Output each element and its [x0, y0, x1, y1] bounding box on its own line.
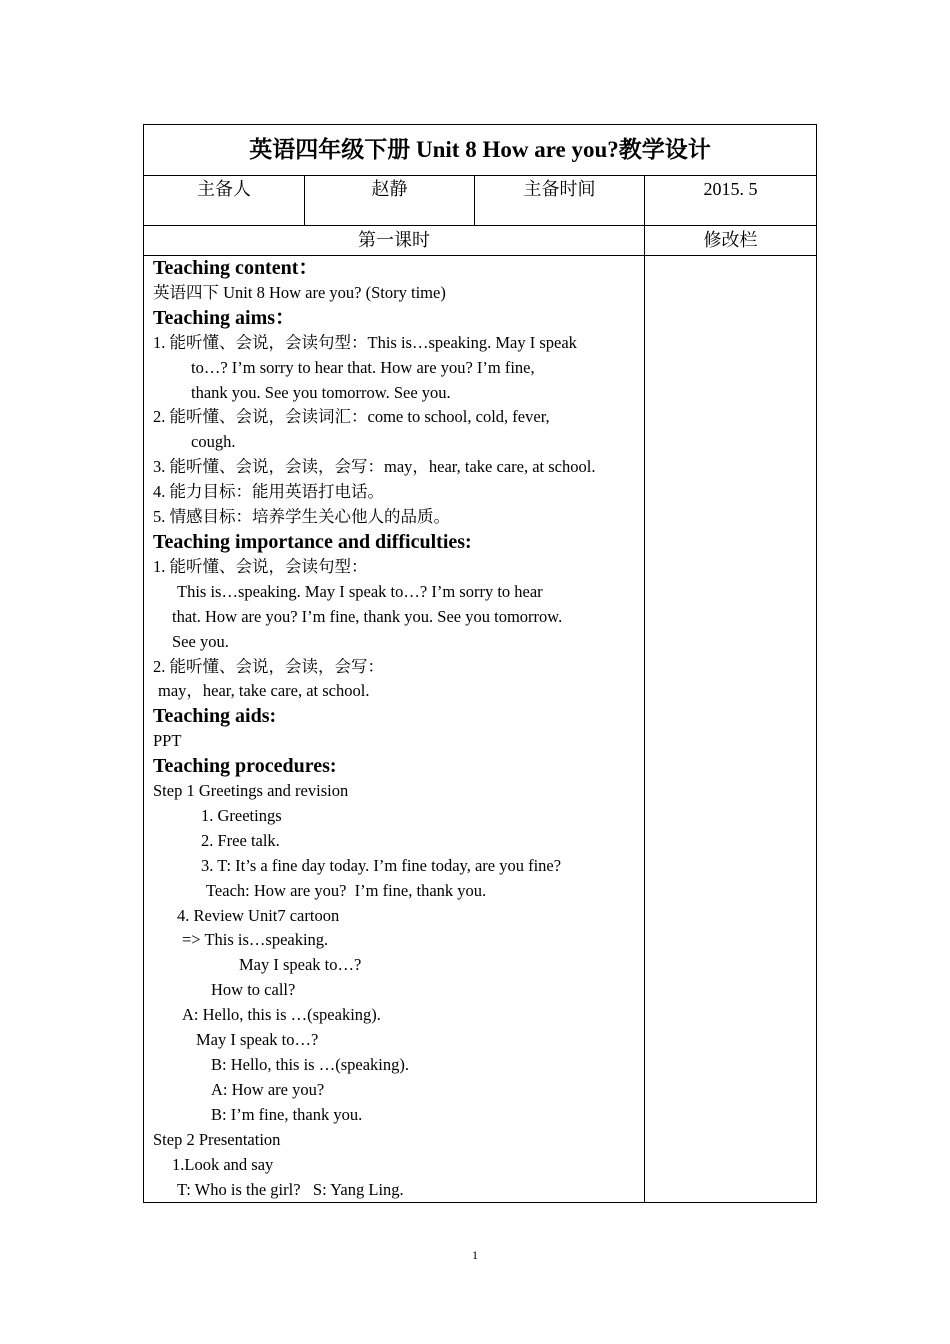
content-line: A: How are you?	[211, 1079, 325, 1099]
lesson-content	[153, 256, 644, 1202]
lesson-plan-table	[143, 124, 817, 1203]
content-line: to…? I’m sorry to hear that. How are you? I’m fine,	[191, 357, 535, 377]
prep-time-label: 主备时间	[475, 176, 645, 226]
prep-time-value: 2015. 5	[645, 176, 817, 226]
content-line: cough.	[191, 432, 236, 452]
content-line: May I speak to…?	[239, 955, 362, 975]
revision-column	[645, 256, 817, 1203]
content-line: 4. 能力目标：能用英语打电话。	[153, 482, 384, 502]
content-line: 英语四下 Unit 8 How are you? (Story time)	[153, 282, 446, 302]
content-line: 2. 能听懂、会说，会读词汇：come to school, cold, fever,	[153, 407, 550, 427]
preparer-label: 主备人	[144, 176, 305, 226]
content-line: 5. 情感目标：培养学生关心他人的品质。	[153, 507, 450, 527]
preparer-name: 赵静	[305, 176, 475, 226]
section-heading: Teaching importance and difficulties:	[153, 530, 472, 553]
content-line: How to call?	[211, 980, 296, 1000]
content-line: 1.Look and say	[172, 1154, 274, 1174]
content-line: 1. 能听懂、会说，会读句型：	[153, 556, 368, 576]
content-line: PPT	[153, 731, 182, 751]
page-number: 1	[472, 1248, 478, 1262]
content-line: B: Hello, this is …(speaking).	[211, 1055, 409, 1074]
content-line: See you.	[172, 631, 229, 651]
section-heading: Teaching procedures:	[153, 755, 337, 778]
content-line: 1. Greetings	[201, 805, 282, 825]
content-line: Teach: How are you? I’m fine, thank you.	[206, 880, 487, 900]
content-line: 2. 能听懂、会说，会读，会写：	[153, 656, 384, 676]
content-line: thank you. See you tomorrow. See you.	[191, 382, 451, 402]
content-line: B: I’m fine, thank you.	[211, 1104, 363, 1124]
content-line: 4. Review Unit7 cartoon	[177, 905, 340, 925]
content-line: May I speak to…?	[196, 1030, 319, 1050]
content-line: => This is…speaking.	[182, 930, 329, 950]
document-title: 英语四年级下册 Unit 8 How are you?教学设计	[144, 125, 817, 176]
revision-column-header: 修改栏	[645, 226, 817, 256]
lesson-plan-document	[143, 124, 816, 1203]
content-line: A: Hello, this is …(speaking).	[182, 1005, 381, 1025]
content-line: Step 1 Greetings and revision	[153, 781, 349, 801]
content-line: T: Who is the girl? S: Yang Ling.	[177, 1179, 404, 1199]
content-line: This is…speaking. May I speak to…? I’m sorry to hear	[177, 581, 543, 601]
content-line: 1. 能听懂、会说，会读句型：This is…speaking. May I speak	[153, 332, 577, 352]
section-heading: Teaching aims：	[153, 306, 296, 329]
content-line: 3. T: It’s a fine day today. I’m fine today, are you fine?	[201, 855, 562, 875]
lesson-content-cell	[144, 256, 645, 1203]
section-heading: Teaching aids:	[153, 705, 277, 728]
section-heading: Teaching content：	[153, 257, 319, 279]
content-line: may，hear, take care, at school.	[158, 681, 370, 701]
content-line: 3. 能听懂、会说，会读，会写：may，hear, take care, at school.	[153, 457, 596, 477]
content-line: 2. Free talk.	[201, 830, 280, 850]
content-line: that. How are you? I’m fine, thank you. See you tomorrow.	[172, 606, 563, 626]
lesson-period-label: 第一课时	[144, 226, 645, 256]
content-line: Step 2 Presentation	[153, 1129, 281, 1149]
